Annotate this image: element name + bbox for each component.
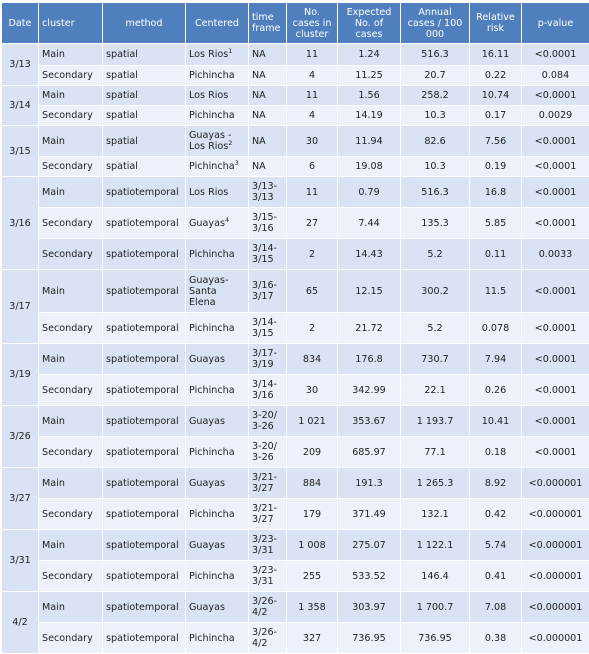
cluster-cell: Secondary: [39, 561, 103, 592]
centered-cell: [186, 44, 249, 66]
time-frame-cell: NA: [249, 86, 287, 106]
annual-cases-cell: 736.95: [401, 623, 470, 654]
cluster-cell: Secondary: [39, 499, 103, 530]
centered-label: Pichincha: [189, 249, 235, 260]
method-cell: spatiotemporal: [103, 437, 186, 468]
centered-label: Guayas: [189, 218, 225, 229]
expected-cell: 275.07: [338, 530, 401, 561]
expected-cell: 21.72: [338, 313, 401, 344]
method-cell: spatiotemporal: [103, 208, 186, 239]
p-value-cell: <0.000001: [522, 499, 589, 530]
time-frame-cell: NA: [249, 66, 287, 86]
table-row: [2, 66, 589, 86]
cases-cell: 11: [287, 44, 338, 66]
date-cell: 3/16: [2, 177, 39, 270]
method-cell: spatiotemporal: [103, 344, 186, 375]
relative-risk-cell: 0.42: [470, 499, 522, 530]
expected-cell: 1.24: [338, 44, 401, 66]
centered-cell: [186, 437, 249, 468]
centered-label: Pichincha: [189, 323, 235, 334]
expected-cell: 7.44: [338, 208, 401, 239]
method-cell: spatial: [103, 44, 186, 66]
centered-label: Pichincha: [189, 70, 235, 81]
centered-label: Los Rios: [189, 90, 228, 101]
cluster-cell: Secondary: [39, 208, 103, 239]
p-value-cell: <0.0001: [522, 344, 589, 375]
footnote-marker: 3: [235, 159, 239, 167]
header-method: method: [103, 3, 186, 44]
time-frame-cell: 3/14- 3/16: [249, 375, 287, 406]
cluster-cell: Secondary: [39, 437, 103, 468]
method-cell: spatial: [103, 126, 186, 157]
annual-cases-cell: 1 265.3: [401, 468, 470, 499]
expected-cell: 342.99: [338, 375, 401, 406]
centered-cell: [186, 530, 249, 561]
cases-cell: 4: [287, 66, 338, 86]
p-value-cell: <0.0001: [522, 406, 589, 437]
footnote-marker: 4: [225, 215, 229, 223]
expected-cell: 0.79: [338, 177, 401, 208]
relative-risk-cell: 10.41: [470, 406, 522, 437]
relative-risk-cell: 0.17: [470, 106, 522, 126]
relative-risk-cell: 5.85: [470, 208, 522, 239]
relative-risk-cell: 8.92: [470, 468, 522, 499]
centered-label: Guayas: [189, 602, 225, 613]
header-cases: No. cases in cluster: [287, 3, 338, 44]
centered-cell: [186, 468, 249, 499]
expected-cell: 353.67: [338, 406, 401, 437]
method-cell: spatiotemporal: [103, 270, 186, 313]
cases-cell: 30: [287, 126, 338, 157]
method-cell: spatiotemporal: [103, 375, 186, 406]
method-cell: spatial: [103, 86, 186, 106]
date-cell: 3/13: [2, 44, 39, 86]
relative-risk-cell: 10.74: [470, 86, 522, 106]
table-row: [2, 592, 589, 623]
relative-risk-cell: 16.11: [470, 44, 522, 66]
annual-cases-cell: 516.3: [401, 177, 470, 208]
method-cell: spatiotemporal: [103, 561, 186, 592]
cases-cell: 209: [287, 437, 338, 468]
cases-cell: 1 008: [287, 530, 338, 561]
centered-label: Guayas: [189, 416, 225, 427]
cases-cell: 884: [287, 468, 338, 499]
cluster-cell: Main: [39, 468, 103, 499]
annual-cases-cell: 22.1: [401, 375, 470, 406]
p-value-cell: <0.0001: [522, 270, 589, 313]
cases-cell: 1 021: [287, 406, 338, 437]
header-centered: Centered: [186, 3, 249, 44]
expected-cell: 1.56: [338, 86, 401, 106]
expected-cell: 736.95: [338, 623, 401, 654]
table-row: [2, 208, 589, 239]
relative-risk-cell: 0.22: [470, 66, 522, 86]
annual-cases-cell: 258.2: [401, 86, 470, 106]
centered-label: Los Rios: [189, 187, 228, 198]
expected-cell: 14.19: [338, 106, 401, 126]
cases-cell: 179: [287, 499, 338, 530]
time-frame-cell: 3-20/ 3-26: [249, 437, 287, 468]
date-cell: 3/19: [2, 344, 39, 406]
time-frame-cell: NA: [249, 106, 287, 126]
expected-cell: 14.43: [338, 239, 401, 270]
annual-cases-cell: 730.7: [401, 344, 470, 375]
centered-cell: [186, 406, 249, 437]
centered-label: Guayas- Santa Elena: [189, 275, 228, 308]
cases-cell: 834: [287, 344, 338, 375]
annual-cases-cell: 10.3: [401, 106, 470, 126]
table-row: [2, 157, 589, 177]
time-frame-cell: NA: [249, 157, 287, 177]
time-frame-cell: 3/23- 3/31: [249, 561, 287, 592]
centered-cell: [186, 592, 249, 623]
table-row: [2, 313, 589, 344]
annual-cases-cell: 5.2: [401, 313, 470, 344]
cluster-cell: Main: [39, 86, 103, 106]
p-value-cell: <0.0001: [522, 208, 589, 239]
method-cell: spatiotemporal: [103, 623, 186, 654]
annual-cases-cell: 82.6: [401, 126, 470, 157]
method-cell: spatiotemporal: [103, 177, 186, 208]
p-value-cell: <0.0001: [522, 126, 589, 157]
p-value-cell: <0.0001: [522, 313, 589, 344]
header-expected: Expected No. of cases: [338, 3, 401, 44]
centered-cell: [186, 126, 249, 157]
method-cell: spatiotemporal: [103, 406, 186, 437]
expected-cell: 11.25: [338, 66, 401, 86]
cluster-cell: Main: [39, 406, 103, 437]
date-cell: 4/2: [2, 592, 39, 654]
date-cell: 3/17: [2, 270, 39, 344]
table-body: [2, 44, 589, 654]
table-row: [2, 106, 589, 126]
header-relative-risk: Relative risk: [470, 3, 522, 44]
time-frame-cell: 3/17- 3/19: [249, 344, 287, 375]
cases-cell: 65: [287, 270, 338, 313]
cases-cell: 1 358: [287, 592, 338, 623]
expected-cell: 176.8: [338, 344, 401, 375]
centered-cell: [186, 270, 249, 313]
time-frame-cell: 3-20/ 3-26: [249, 406, 287, 437]
time-frame-cell: 3/14- 3/15: [249, 313, 287, 344]
p-value-cell: <0.0001: [522, 86, 589, 106]
p-value-cell: <0.000001: [522, 592, 589, 623]
centered-label: Pichincha: [189, 161, 235, 172]
expected-cell: 533.52: [338, 561, 401, 592]
centered-cell: [186, 86, 249, 106]
expected-cell: 11.94: [338, 126, 401, 157]
table-row: [2, 499, 589, 530]
cluster-cell: Main: [39, 270, 103, 313]
method-cell: spatiotemporal: [103, 499, 186, 530]
header-cluster: cluster: [39, 3, 103, 44]
cluster-cell: Secondary: [39, 66, 103, 86]
annual-cases-cell: 135.3: [401, 208, 470, 239]
cluster-cell: Secondary: [39, 375, 103, 406]
centered-label: Pichincha: [189, 571, 235, 582]
cluster-cell: Main: [39, 177, 103, 208]
table-row: [2, 239, 589, 270]
centered-label: Pichincha: [189, 633, 235, 644]
centered-cell: [186, 157, 249, 177]
annual-cases-cell: 5.2: [401, 239, 470, 270]
p-value-cell: <0.0001: [522, 44, 589, 66]
table-row: [2, 437, 589, 468]
header-annual-cases: Annual cases / 100 000: [401, 3, 470, 44]
cluster-cell: Secondary: [39, 313, 103, 344]
method-cell: spatial: [103, 66, 186, 86]
table-row: [2, 375, 589, 406]
annual-cases-cell: 20.7: [401, 66, 470, 86]
centered-label: Pichincha: [189, 385, 235, 396]
centered-cell: [186, 313, 249, 344]
time-frame-cell: 3/21- 3/27: [249, 499, 287, 530]
cases-cell: 2: [287, 239, 338, 270]
header-p-value: p-value: [522, 3, 589, 44]
time-frame-cell: 3/16- 3/17: [249, 270, 287, 313]
relative-risk-cell: 0.18: [470, 437, 522, 468]
cluster-results-table: [1, 2, 589, 654]
cluster-cell: Main: [39, 592, 103, 623]
time-frame-cell: 3/26- 4/2: [249, 623, 287, 654]
cluster-cell: Main: [39, 44, 103, 66]
table-row: [2, 561, 589, 592]
time-frame-cell: 3/26- 4/2: [249, 592, 287, 623]
centered-label: Guayas: [189, 540, 225, 551]
time-frame-cell: 3/13- 3/13: [249, 177, 287, 208]
header-row: [2, 3, 589, 44]
relative-risk-cell: 0.41: [470, 561, 522, 592]
p-value-cell: <0.0001: [522, 375, 589, 406]
time-frame-cell: NA: [249, 44, 287, 66]
cases-cell: 11: [287, 86, 338, 106]
time-frame-cell: 3/23- 3/31: [249, 530, 287, 561]
centered-label: Pichincha: [189, 110, 235, 121]
header-date: Date: [2, 3, 39, 44]
relative-risk-cell: 0.26: [470, 375, 522, 406]
method-cell: spatiotemporal: [103, 313, 186, 344]
time-frame-cell: NA: [249, 126, 287, 157]
date-cell: 3/14: [2, 86, 39, 126]
expected-cell: 685.97: [338, 437, 401, 468]
cases-cell: 27: [287, 208, 338, 239]
relative-risk-cell: 0.11: [470, 239, 522, 270]
centered-label: Pichincha: [189, 447, 235, 458]
p-value-cell: <0.000001: [522, 623, 589, 654]
table-row: [2, 623, 589, 654]
p-value-cell: 0.0029: [522, 106, 589, 126]
time-frame-cell: 3/14- 3/15: [249, 239, 287, 270]
centered-cell: [186, 344, 249, 375]
p-value-cell: 0.084: [522, 66, 589, 86]
centered-cell: [186, 623, 249, 654]
p-value-cell: <0.0001: [522, 157, 589, 177]
table-row: [2, 406, 589, 437]
expected-cell: 12.15: [338, 270, 401, 313]
annual-cases-cell: 146.4: [401, 561, 470, 592]
cluster-cell: Secondary: [39, 623, 103, 654]
centered-label: Guayas - Los Rios: [189, 130, 231, 152]
centered-label: Guayas: [189, 354, 225, 365]
centered-cell: [186, 561, 249, 592]
header-time-frame: time frame: [249, 3, 287, 44]
expected-cell: 191.3: [338, 468, 401, 499]
cluster-cell: Main: [39, 530, 103, 561]
annual-cases-cell: 1 193.7: [401, 406, 470, 437]
cluster-cell: Main: [39, 344, 103, 375]
footnote-marker: 2: [228, 139, 232, 147]
date-cell: 3/15: [2, 126, 39, 177]
centered-cell: [186, 375, 249, 406]
relative-risk-cell: 7.08: [470, 592, 522, 623]
cases-cell: 2: [287, 313, 338, 344]
cases-cell: 30: [287, 375, 338, 406]
cases-cell: 327: [287, 623, 338, 654]
date-cell: 3/27: [2, 468, 39, 530]
p-value-cell: <0.000001: [522, 468, 589, 499]
method-cell: spatiotemporal: [103, 592, 186, 623]
annual-cases-cell: 77.1: [401, 437, 470, 468]
expected-cell: 303.97: [338, 592, 401, 623]
expected-cell: 19.08: [338, 157, 401, 177]
relative-risk-cell: 0.38: [470, 623, 522, 654]
cases-cell: 6: [287, 157, 338, 177]
cases-cell: 4: [287, 106, 338, 126]
cluster-cell: Main: [39, 126, 103, 157]
p-value-cell: <0.0001: [522, 437, 589, 468]
table-row: [2, 44, 589, 66]
relative-risk-cell: 7.94: [470, 344, 522, 375]
centered-cell: [186, 239, 249, 270]
method-cell: spatiotemporal: [103, 468, 186, 499]
p-value-cell: <0.000001: [522, 561, 589, 592]
date-cell: 3/26: [2, 406, 39, 468]
p-value-cell: <0.0001: [522, 177, 589, 208]
table-row: [2, 468, 589, 499]
table-row: [2, 530, 589, 561]
method-cell: spatiotemporal: [103, 239, 186, 270]
relative-risk-cell: 11.5: [470, 270, 522, 313]
centered-cell: [186, 106, 249, 126]
centered-label: Pichincha: [189, 509, 235, 520]
relative-risk-cell: 16.8: [470, 177, 522, 208]
relative-risk-cell: 7.56: [470, 126, 522, 157]
table-row: [2, 86, 589, 106]
p-value-cell: 0.0033: [522, 239, 589, 270]
centered-cell: [186, 177, 249, 208]
relative-risk-cell: 0.19: [470, 157, 522, 177]
centered-cell: [186, 66, 249, 86]
relative-risk-cell: 5.74: [470, 530, 522, 561]
annual-cases-cell: 1 700.7: [401, 592, 470, 623]
annual-cases-cell: 516.3: [401, 44, 470, 66]
table-row: [2, 177, 589, 208]
cluster-cell: Secondary: [39, 106, 103, 126]
cluster-cell: Secondary: [39, 157, 103, 177]
cases-cell: 11: [287, 177, 338, 208]
annual-cases-cell: 132.1: [401, 499, 470, 530]
annual-cases-cell: 300.2: [401, 270, 470, 313]
date-cell: 3/31: [2, 530, 39, 592]
annual-cases-cell: 1 122.1: [401, 530, 470, 561]
method-cell: spatiotemporal: [103, 530, 186, 561]
relative-risk-cell: 0.078: [470, 313, 522, 344]
method-cell: spatial: [103, 157, 186, 177]
method-cell: spatial: [103, 106, 186, 126]
centered-cell: [186, 499, 249, 530]
time-frame-cell: 3/21- 3/27: [249, 468, 287, 499]
cluster-cell: Secondary: [39, 239, 103, 270]
centered-cell: [186, 208, 249, 239]
expected-cell: 371.49: [338, 499, 401, 530]
centered-label: Los Rios: [189, 49, 228, 60]
annual-cases-cell: 10.3: [401, 157, 470, 177]
p-value-cell: <0.000001: [522, 530, 589, 561]
table-row: [2, 344, 589, 375]
footnote-marker: 1: [228, 47, 232, 55]
time-frame-cell: 3/15- 3/16: [249, 208, 287, 239]
centered-label: Guayas: [189, 478, 225, 489]
table-row: [2, 126, 589, 157]
cases-cell: 255: [287, 561, 338, 592]
table-row: [2, 270, 589, 313]
